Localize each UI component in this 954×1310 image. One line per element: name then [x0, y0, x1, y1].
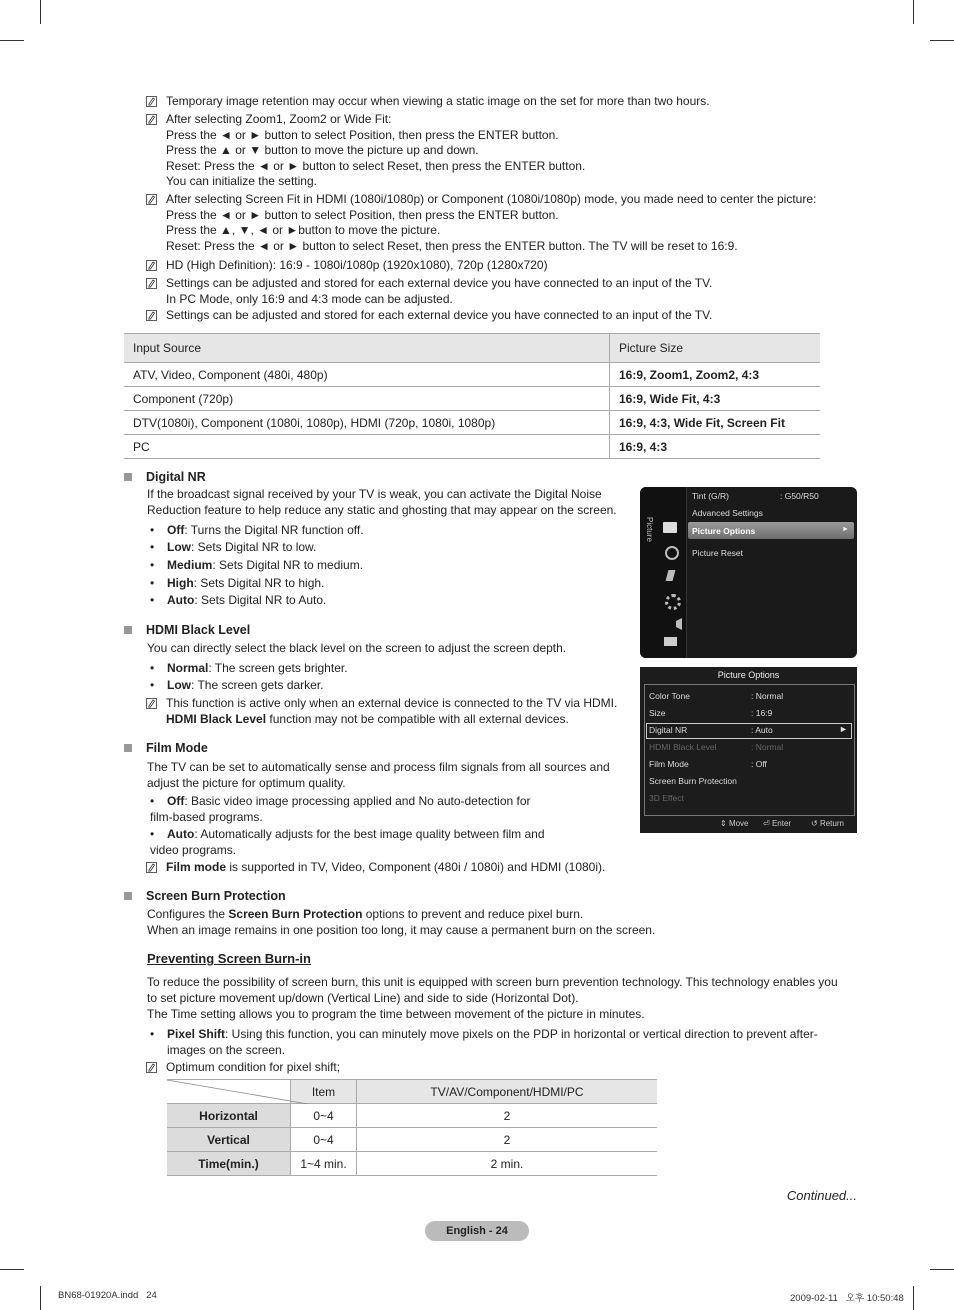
osd-sidebar — [640, 487, 686, 658]
paragraph — [147, 906, 655, 938]
paragraph-line: To reduce the possibility of screen burn, this unit is equipped with screen burn prevention technology. This technology enables you — [147, 975, 838, 989]
table-cell: DTV(1080i), Component (1080i, 1080p), HDMI (720p, 1080i, 1080p) — [124, 411, 610, 435]
osd-hint-label: Enter — [771, 819, 792, 828]
paragraph-line: You can directly select the black level on the screen to adjust the screen depth. — [147, 641, 567, 655]
table-header-cell: Input Source — [124, 334, 610, 363]
square-bullet-icon — [124, 473, 132, 481]
note-icon — [146, 310, 157, 321]
paragraph — [147, 759, 610, 791]
crop-mark — [40, 0, 41, 24]
crop-mark — [913, 1286, 914, 1310]
osd-option-value: : Normal — [751, 742, 784, 752]
table-cell: 16:9, Wide Fit, 4:3 — [610, 387, 821, 411]
section-title: Digital NR — [146, 470, 206, 484]
table-header-cell: Item — [291, 1080, 357, 1104]
input-icon — [665, 618, 682, 630]
note-term: Film mode — [166, 860, 227, 874]
table-header-cell: Picture Size — [610, 334, 821, 363]
table-cell: 16:9, Zoom1, Zoom2, 4:3 — [610, 363, 821, 387]
list-item: • Medium: Sets Digital NR to medium. — [150, 558, 364, 572]
table-cell: 16:9, 4:3 — [610, 435, 821, 459]
bullet-term: Pixel Shift — [167, 1027, 226, 1041]
square-bullet-icon — [124, 892, 132, 900]
subsection-title: Preventing Screen Burn-in — [147, 951, 311, 966]
bullet-term: Off — [167, 794, 185, 808]
note-text: function may not be compatible with all external devices. — [266, 711, 569, 726]
section-heading — [124, 889, 286, 903]
footer-timestamp: 2009-02-11 오후 10:50:48 — [790, 1293, 904, 1304]
note-text: Settings can be adjusted and stored for each external device you have connected to an input of the TV. — [166, 276, 713, 290]
table-cell: PC — [124, 435, 610, 459]
paragraph-text: Configures the — [147, 907, 229, 921]
list-item: • Auto: Sets Digital NR to Auto. — [150, 593, 327, 607]
crop-mark — [930, 40, 954, 41]
bullet-text: : The screen gets brighter. — [208, 661, 348, 675]
section-title: HDMI Black Level — [146, 623, 251, 637]
bullet-text: : The screen gets darker. — [191, 678, 324, 692]
note — [146, 860, 846, 876]
crop-mark — [913, 0, 914, 24]
table-cell: 0~4 — [291, 1104, 357, 1128]
return-icon: ↺ — [811, 819, 818, 828]
note-icon — [146, 114, 157, 125]
note-text: HD (High Definition): 16:9 - 1080i/1080p (1920x1080), 720p (1280x720) — [166, 258, 548, 272]
list-item: • Low: Sets Digital NR to low. — [150, 540, 317, 554]
table-cell: 2 — [357, 1104, 658, 1128]
note-icon — [146, 862, 157, 873]
bullet-text: : Sets Digital NR to low. — [191, 540, 317, 554]
bullet-text: : Sets Digital NR to high. — [193, 576, 325, 590]
square-bullet-icon — [124, 744, 132, 752]
osd-option-value: : Off — [751, 759, 767, 769]
note — [146, 308, 846, 324]
bullet-text: images on the screen. — [167, 1042, 286, 1057]
table-header-cell: TV/AV/Component/HDMI/PC — [357, 1080, 658, 1104]
bullet-term: Auto — [167, 827, 195, 841]
note-text: is supported in TV, Video, Component (480i / 1080i) and HDMI (1080i). — [226, 860, 606, 874]
osd-hint-label: Move — [728, 819, 749, 828]
note-icon — [146, 96, 157, 107]
note — [146, 276, 846, 307]
note-text: Press the ◄ or ► button to select Position, then press the ENTER button. — [166, 127, 559, 142]
paragraph-line: Reduction feature to help reduce any static and ghosting that may appear on the screen. — [147, 503, 617, 517]
osd-option-label[interactable]: Screen Burn Protection — [649, 776, 737, 786]
osd-enter-hint — [763, 819, 791, 828]
continued-label: Continued... — [786, 1188, 857, 1203]
osd-option-value: : Normal — [751, 691, 784, 701]
table-row — [124, 435, 820, 459]
note-text: Press the ◄ or ► button to select Position, then press the ENTER button. — [166, 207, 559, 222]
osd-return-hint — [811, 819, 844, 828]
paragraph-line: to set picture movement up/down (Vertical Line) and side to side (Horizontal Dot). — [147, 991, 579, 1005]
list-item: • High: Sets Digital NR to high. — [150, 576, 325, 590]
list-item: • Auto: Automatically adjusts for the best image quality between film and video programs. — [150, 827, 545, 857]
note-icon — [146, 260, 157, 271]
bullet-text: : Automatically adjusts for the best image quality between film and — [194, 827, 545, 841]
paragraph-line: If the broadcast signal received by your TV is weak, you can activate the Digital Noise — [147, 487, 602, 501]
table-header-row — [124, 334, 820, 363]
note-text: Temporary image retention may occur when viewing a static image on the set for more than two hours. — [166, 94, 710, 108]
paragraph-term: Screen Burn Protection — [228, 907, 363, 921]
table-row — [167, 1104, 657, 1128]
application-icon — [664, 637, 677, 646]
note-icon — [146, 278, 157, 289]
note — [146, 258, 846, 274]
table-row — [124, 387, 820, 411]
table-cell: 0~4 — [291, 1128, 357, 1152]
setup-icon — [665, 594, 681, 610]
note — [146, 112, 846, 190]
note-text: Settings can be adjusted and stored for each external device you have connected to an input of the TV. — [166, 308, 713, 322]
note-text: In PC Mode, only 16:9 and 4:3 mode can be adjusted. — [166, 291, 453, 306]
table-row-header: Horizontal — [167, 1104, 291, 1128]
note-text: You can initialize the setting. — [166, 174, 317, 188]
note-icon — [146, 194, 157, 205]
picture-icon — [663, 522, 677, 533]
table-row-header: Vertical — [167, 1128, 291, 1152]
square-bullet-icon — [124, 626, 132, 634]
table-row — [124, 411, 820, 435]
paragraph — [147, 486, 617, 518]
note-text: Press the ▲ or ▼ button to move the picture up and down. — [166, 143, 479, 157]
table-row — [167, 1128, 657, 1152]
section-title: Film Mode — [146, 741, 208, 755]
osd-picture-options — [640, 667, 857, 833]
list-item: • Pixel Shift: Using this function, you can minutely move pixels on the PDP in horizontal or vertical direction to prevent after- images on the screen. — [150, 1027, 818, 1057]
note — [146, 94, 846, 110]
note — [146, 192, 846, 254]
note-icon — [146, 1062, 157, 1073]
osd-menu-item-selected[interactable]: Picture Options — [692, 526, 756, 536]
osd-menu-value: : G50/R50 — [780, 491, 819, 501]
footer-file-info: BN68-01920A.indd 24 — [58, 1290, 157, 1301]
osd-move-hint — [720, 819, 749, 828]
bullet-term: Auto — [167, 593, 195, 607]
osd-side-label: Picture — [645, 517, 654, 542]
list-item: • Low: The screen gets darker. — [150, 678, 324, 692]
paragraph — [147, 640, 566, 656]
paragraph-line: adjust the picture for optimum quality. — [147, 776, 346, 790]
pixel-shift-table — [167, 1079, 657, 1176]
crop-mark — [0, 1269, 24, 1270]
bullet-term: Low — [167, 678, 191, 692]
crop-mark — [40, 1286, 41, 1310]
paragraph-line: When an image remains in one position too long, it may cause a permanent burn on the screen. — [147, 923, 656, 937]
table-header-row — [167, 1080, 657, 1104]
list-item: • Off: Turns the Digital NR function off. — [150, 523, 364, 537]
note-term: HDMI Black Level — [166, 711, 267, 726]
osd-option-label[interactable]: Film Mode — [649, 759, 689, 769]
list-item: • Normal: The screen gets brighter. — [150, 661, 348, 675]
bullet-text: film-based programs. — [150, 809, 263, 824]
note-text: Optimum condition for pixel shift; — [166, 1060, 341, 1074]
note — [146, 1060, 846, 1076]
bullet-term: Low — [167, 540, 191, 554]
input-source-table — [124, 333, 820, 459]
osd-option-label-disabled: 3D Effect — [649, 793, 684, 803]
bullet-text: : Sets Digital NR to Auto. — [194, 593, 327, 607]
osd-option-label-disabled: HDMI Black Level — [649, 742, 717, 752]
section-heading — [124, 741, 208, 755]
note-text: After selecting Zoom1, Zoom2 or Wide Fit: — [166, 112, 392, 126]
osd-option-label[interactable]: Color Tone — [649, 691, 690, 701]
osd-divider — [686, 487, 687, 658]
section-heading — [124, 623, 250, 637]
crop-mark — [930, 1269, 954, 1270]
enter-icon: ⏎ — [763, 819, 770, 828]
note-text: This function is active only when an external device is connected to the TV via HDMI. — [166, 696, 618, 710]
bullet-text: : Using this function, you can minutely move pixels on the PDP in horizontal or vertical direction to prevent after- — [225, 1027, 818, 1041]
osd-title: Picture Options — [717, 670, 780, 680]
note-text: Reset: Press the ◄ or ► button to select Reset, then press the ENTER button. — [166, 158, 586, 173]
bullet-term: Off — [167, 523, 185, 537]
table-cell: 2 — [357, 1128, 658, 1152]
move-icon: ⇕ — [720, 819, 727, 828]
osd-option-label[interactable]: Size — [649, 708, 666, 718]
table-cell: Component (720p) — [124, 387, 610, 411]
osd-arrow-right-icon: ► — [842, 526, 849, 533]
note-icon — [146, 698, 157, 709]
osd-option-label-selected[interactable]: Digital NR — [649, 725, 688, 735]
page-number-badge: English - 24 — [425, 1221, 529, 1241]
note — [146, 696, 636, 727]
osd-option-value: : 16:9 — [751, 708, 773, 718]
section-heading — [124, 470, 206, 484]
bullet-term: Medium — [167, 558, 213, 572]
bullet-text: video programs. — [150, 842, 237, 857]
note-text: Press the ▲, ▼, ◄ or ►button to move the picture. — [166, 223, 441, 237]
diagonal-line — [167, 1080, 308, 1104]
paragraph-line: The TV can be set to automatically sense and process film signals from all sources and — [147, 760, 610, 774]
osd-menu-item[interactable]: Tint (G/R) — [692, 491, 729, 501]
osd-menu-item[interactable]: Advanced Settings — [692, 508, 763, 518]
osd-hint-label: Return — [819, 819, 844, 828]
bullet-term: Normal — [167, 661, 209, 675]
table-cell: 2 min. — [357, 1152, 658, 1176]
paragraph-text: options to prevent and reduce pixel burn. — [362, 907, 584, 921]
section-title: Screen Burn Protection — [146, 889, 286, 903]
bullet-term: High — [167, 576, 194, 590]
osd-menu-item[interactable]: Picture Reset — [692, 548, 744, 558]
sound-icon — [665, 546, 679, 560]
table-row-header: Time(min.) — [167, 1152, 291, 1176]
bullet-text: : Sets Digital NR to medium. — [212, 558, 364, 572]
bullet-text: : Turns the Digital NR function off. — [184, 523, 364, 537]
crop-mark — [0, 40, 24, 41]
paragraph — [147, 974, 857, 1022]
table-row — [167, 1152, 657, 1176]
osd-option-value: : Auto — [751, 725, 773, 735]
table-corner-cell — [167, 1080, 291, 1104]
table-cell: ATV, Video, Component (480i, 480p) — [124, 363, 610, 387]
osd-picture-menu — [640, 487, 857, 658]
table-row — [124, 363, 820, 387]
note-text: Reset: Press the ◄ or ► button to select Reset, then press the ENTER button. The TV will be reset to 16:9. — [166, 238, 738, 253]
bullet-text: : Basic video image processing applied and No auto-detection for — [184, 794, 531, 808]
note-text: After selecting Screen Fit in HDMI (1080i/1080p) or Component (1080i/1080p) mode, you made need to center the picture: — [166, 192, 817, 206]
table-cell: 16:9, 4:3, Wide Fit, Screen Fit — [610, 411, 821, 435]
table-cell: 1~4 min. — [291, 1152, 357, 1176]
paragraph-line: The Time setting allows you to program the time between movement of the picture in minutes. — [147, 1007, 645, 1021]
osd-arrow-right-icon: ► — [839, 724, 848, 734]
list-item: • Off: Basic video image processing applied and No auto-detection for film-based programs. — [150, 794, 531, 824]
